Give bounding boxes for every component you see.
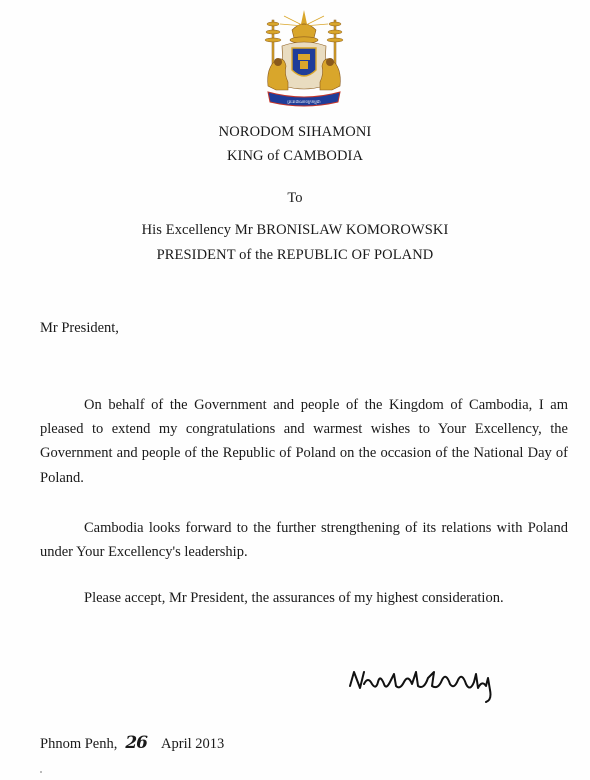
emblem-banner-text: ព្រះរាជាណាចក្រកម្ពុជា: [287, 99, 321, 104]
body-paragraph-2: Cambodia looks forward to the further strengthening of its relations with Poland under Your Excellency's leadership.: [40, 520, 568, 561]
handwritten-day: 26: [125, 733, 148, 753]
recipient-name: His Excellency Mr BRONISLAW KOMOROWSKI: [141, 222, 449, 238]
place: Phnom Penh,: [40, 736, 118, 752]
issuer-title: KING of CAMBODIA: [226, 148, 364, 164]
to-label: To: [287, 190, 303, 206]
body-paragraph-3: Please accept, Mr President, the assurances of my highest consideration.: [84, 590, 504, 606]
month-year: April 2013: [161, 736, 225, 752]
issuer-name: NORODOM SIHAMONI: [218, 124, 372, 140]
body-paragraph-1: On behalf of the Government and people of the Kingdom of Cambodia, I am pleased to extend my congratulations and warmest wishes to Your Excellency, the Government and people of the Republic of Poland on the occasion of the National Day of Poland.: [40, 397, 568, 486]
place-and-date: [40, 733, 224, 753]
royal-arms-of-cambodia-icon: [254, 8, 354, 108]
handwritten-signature-icon: [342, 660, 502, 704]
recipient-title: PRESIDENT of the REPUBLIC OF POLAND: [156, 247, 434, 263]
scan-artifact: [40, 771, 42, 773]
salutation: Mr President,: [40, 320, 119, 336]
